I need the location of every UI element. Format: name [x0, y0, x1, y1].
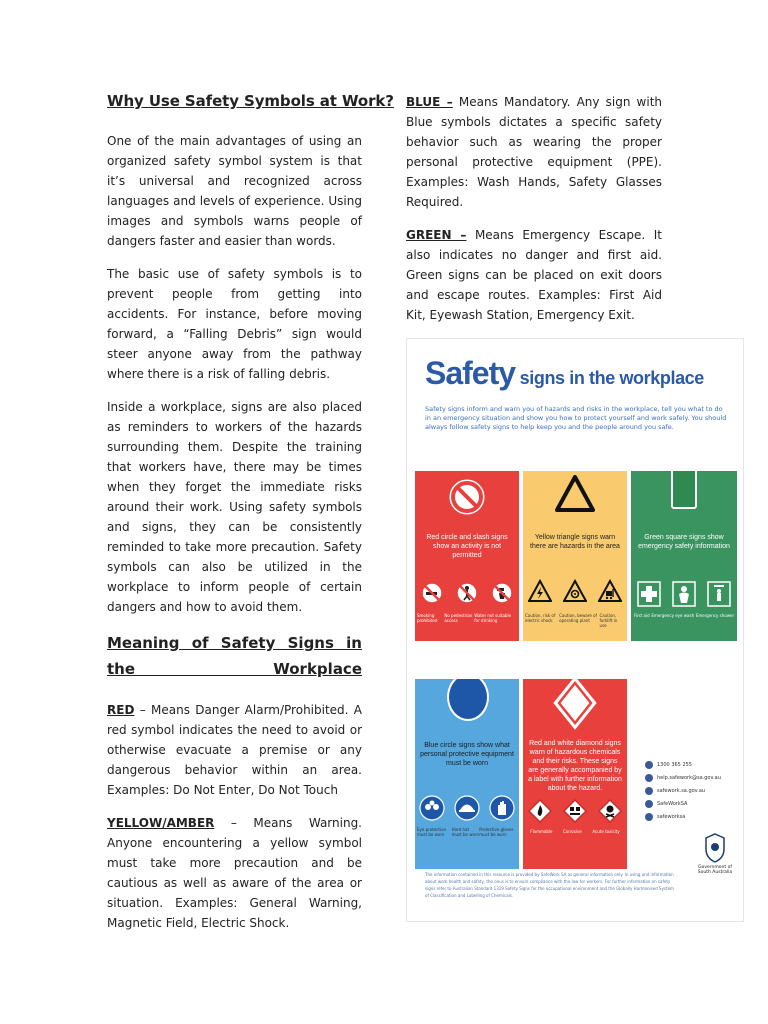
- contact-item: safework.sa.gov.au: [645, 785, 721, 798]
- yellow-icon-label: Caution, forklift in use: [599, 613, 618, 628]
- yellow-icon-labels: [525, 613, 625, 628]
- red-panel-caption: Red circle and slash signs show an activity is not permitted: [426, 534, 508, 559]
- green-icon-labels: [633, 613, 735, 618]
- acute-toxicity-icon: [598, 799, 622, 823]
- flammable-icon: [528, 799, 552, 823]
- text-green: Means Emergency Escape. It also indicates no danger and first aid. Green signs can be placed on exit doors and escape routes. Examples: First Aid Kit, Eyewash Station, Emergency Exit.: [406, 228, 662, 322]
- green-panel-caption: Green square signs show emergency safety information: [638, 534, 730, 550]
- red-icon-labels: [417, 613, 517, 623]
- paragraph-blue: [406, 92, 662, 212]
- yellow-icon-row: [523, 579, 627, 603]
- government-crest-icon: [704, 833, 726, 863]
- blue-icon-row: [415, 795, 519, 821]
- eye-wash-icon: [672, 581, 696, 607]
- yellow-icon-label: Caution, risk of electric shock: [525, 613, 556, 623]
- green-icon-label: Emergency shower: [695, 613, 735, 618]
- government-logo: [693, 833, 737, 875]
- blue-icon-label: Protective gloves must be worn: [479, 827, 514, 837]
- paragraph-basic-use: The basic use of safety symbols is to prevent people from getting into accidents. For instance, before moving forward, a “Falling Debris” sign would steer anyone away from the pathway where there is a risk of falling debris.: [107, 267, 362, 381]
- blue-icon-label: Eye protection must be worn: [417, 827, 447, 837]
- operating-plant-icon: [563, 579, 587, 603]
- red-icon-label: No pedestrian access: [444, 613, 473, 623]
- hazard-diamond-icon: [552, 679, 598, 731]
- eye-protection-icon: [419, 795, 445, 821]
- text-red: – Means Danger Alarm/Prohibited. A red symbol indicates the need to avoid or otherwise evacuate a premise or any dangerous behavior within an area. Examples: Do Not Enter, Do Not Touch: [107, 703, 362, 797]
- electric-shock-icon: [528, 579, 552, 603]
- paragraph-workplace-reminders: Inside a workplace, signs are also placed as reminders to workers of the hazards surrounding them. Despite the training that workers have, there may be times when they forget the immediate risks around their work. Using safety symbols and signs, they can be consistently reminded to take more precaution. Safety symbols can also be utilized in the workplace to inform people of certain dangers and how to avoid them.: [107, 400, 362, 614]
- poster-contact-list: [645, 759, 721, 824]
- contact-item: SafeWorkSA: [645, 798, 721, 811]
- prohibition-icon: [447, 477, 487, 517]
- green-icon-row: [631, 581, 737, 607]
- label-red: RED: [107, 703, 135, 717]
- blue-icon-label: Hard hat must be worn: [451, 827, 480, 837]
- poster-footer: The information contained in this resource is provided by SafeWork SA as general information only. In using and information about work health and safety, the onus is to ensure compliance with the law for workers. For further information on safety signs refer to Australian Standard 1319 Safety Signs for the occupational environment and the Globally Harmonised System of Classification and Labelling of Chemicals.: [425, 872, 674, 898]
- poster-title: [425, 355, 704, 392]
- poster-diamond-panel: [523, 679, 627, 869]
- poster-title-big: Safety: [425, 355, 516, 391]
- label-blue: BLUE –: [406, 95, 453, 109]
- blue-circle-icon: [447, 679, 489, 721]
- forklift-icon: [598, 579, 622, 603]
- heading-meaning-of-safety-signs: Meaning of Safety Signs in the Workplace: [107, 634, 362, 678]
- government-name: Government of South Australia: [697, 865, 733, 875]
- diamond-icon-label: Flammable: [530, 829, 553, 834]
- text-yellow: – Means Warning. Anyone encountering a yellow symbol must take more precaution and be cautious as well as aware of the area or situation. Examples: General Warning, Magnetic Field, Electric Shock.: [107, 816, 362, 930]
- diamond-icon-labels: [525, 829, 625, 834]
- red-icon-row: [415, 581, 519, 605]
- paragraph-red: [107, 700, 362, 800]
- diamond-icon-label: Corrosive: [563, 829, 582, 834]
- web-icon: [645, 787, 653, 795]
- twitter-icon: [645, 800, 653, 808]
- warning-triangle-icon: [555, 475, 595, 513]
- poster-intro: Safety signs inform and warn you of hazards and risks in the workplace, tell you what to do in an emergency situation and show you how to protect yourself and work safely. You should always follow safety signs to help keep you and the people around you safe.: [425, 405, 727, 431]
- green-icon-label: First aid: [633, 613, 650, 618]
- red-icon-label: Water not suitable for drinking: [474, 613, 512, 623]
- contact-item: safeworksa: [645, 811, 721, 824]
- diamond-icon-label: Acute toxicity: [592, 829, 620, 834]
- diamond-panel-caption: Red and white diamond signs warn of hazardous chemicals and their risks. These signs are generally accompanied by a label with further information about the hazard.: [528, 740, 622, 792]
- no-pedestrian-icon: [455, 581, 479, 605]
- text-blue: Means Mandatory. Any sign with Blue symbols dictates a specific safety behavior such as wearing the proper personal protective equipment (PPE). Examples: Wash Hands, Safety Glasses Required.: [406, 95, 663, 209]
- facebook-icon: [645, 813, 653, 821]
- green-square-icon: [671, 471, 697, 509]
- not-drinking-water-icon: [490, 581, 514, 605]
- diamond-icon-row: [523, 799, 627, 823]
- poster-yellow-panel: [523, 471, 627, 641]
- poster-blue-panel: [415, 679, 519, 869]
- blue-icon-labels: [417, 827, 517, 837]
- paragraph-advantages: One of the main advantages of using an organized safety symbol system is that it’s universal and recognized across languages and levels of experience. Using images and symbols warns people of dangers faster and easier than words.: [107, 134, 362, 248]
- label-yellow: YELLOW/AMBER: [107, 816, 215, 830]
- red-icon-label: Smoking prohibited: [417, 613, 438, 623]
- poster-red-panel: [415, 471, 519, 641]
- contact-item: help.safework@sa.gov.au: [645, 772, 721, 785]
- left-column: [107, 92, 394, 946]
- emergency-shower-icon: [707, 581, 731, 607]
- label-green: GREEN –: [406, 228, 467, 242]
- blue-panel-caption: Blue circle signs show what personal protective equipment must be worn: [420, 742, 514, 767]
- no-smoking-icon: [420, 581, 444, 605]
- email-icon: [645, 774, 653, 782]
- yellow-panel-caption: Yellow triangle signs warn there are hazards in the area: [530, 534, 620, 550]
- heading-why-use-safety-symbols: Why Use Safety Symbols at Work?: [107, 92, 394, 110]
- protective-gloves-icon: [489, 795, 515, 821]
- hard-hat-icon: [454, 795, 480, 821]
- poster-green-panel: [631, 471, 737, 641]
- paragraph-yellow: [107, 813, 362, 933]
- corrosive-icon: [563, 799, 587, 823]
- green-icon-label: Emergency eye wash: [651, 613, 695, 618]
- right-column: [406, 92, 662, 338]
- yellow-icon-label: Caution, beware of operating plant: [559, 613, 597, 623]
- contact-item: 1300 365 255: [645, 759, 721, 772]
- first-aid-icon: [637, 581, 661, 607]
- paragraph-green: [406, 225, 662, 325]
- poster-title-small: signs in the workplace: [515, 368, 704, 388]
- safety-signs-poster: [406, 338, 744, 922]
- phone-icon: [645, 761, 653, 769]
